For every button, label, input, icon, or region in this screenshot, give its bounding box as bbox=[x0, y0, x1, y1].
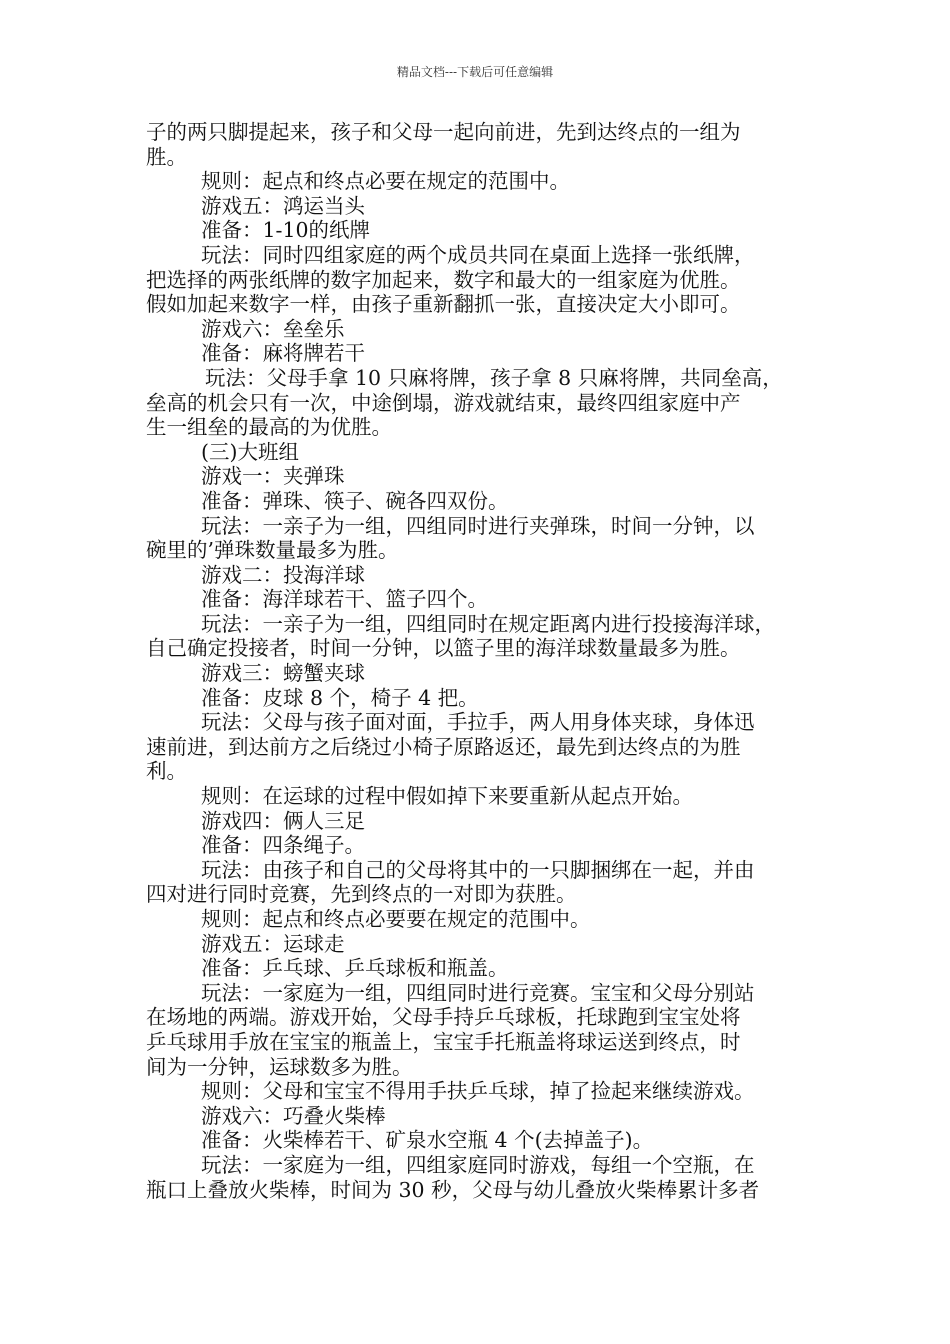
text-line: 游戏五：鸿运当头 bbox=[201, 193, 365, 218]
text-line: 把选择的两张纸牌的数字加起来，数字和最大的一组家庭为优胜。 bbox=[146, 267, 741, 292]
text-line: 规则：父母和宝宝不得用手扶乒乓球，掉了捡起来继续游戏。 bbox=[201, 1079, 755, 1104]
text-line: 游戏三：螃蟹夹球 bbox=[201, 661, 365, 686]
text-line: 游戏四：俩人三足 bbox=[201, 808, 365, 833]
page-header: 精品文档---下载后可任意编辑 bbox=[396, 65, 554, 79]
text-line: 玩法：一家庭为一组，四组同时进行竞赛。宝宝和父母分别站 bbox=[201, 980, 755, 1005]
text-line: 准备：弹珠、筷子、碗各四双份。 bbox=[201, 488, 509, 513]
text-line: 胜。 bbox=[146, 144, 187, 169]
text-line: 准备：火柴棒若干、矿泉水空瓶 4 个(去掉盖子)。 bbox=[201, 1128, 654, 1153]
text-line: 玩法：父母手拿 10 只麻将牌，孩子拿 8 只麻将牌，共同垒高， bbox=[205, 365, 783, 390]
text-line: 利。 bbox=[146, 759, 187, 784]
text-line: 在场地的两端。游戏开始，父母手持乒乓球板，托球跑到宝宝处将 bbox=[146, 1005, 741, 1030]
text-line: 间为一分钟，运球数多为胜。 bbox=[146, 1054, 413, 1079]
text-line: 游戏六：巧叠火柴棒 bbox=[201, 1103, 386, 1128]
text-line: 假如加起来数字一样，由孩子重新翻抓一张，直接决定大小即可。 bbox=[146, 292, 741, 317]
text-line: 规则：在运球的过程中假如掉下来要重新从起点开始。 bbox=[201, 784, 693, 809]
text-line: 准备：四条绳子。 bbox=[201, 833, 365, 858]
text-line: 玩法：同时四组家庭的两个成员共同在桌面上选择一张纸牌， bbox=[201, 242, 755, 267]
text-line: 游戏五：运球走 bbox=[201, 931, 345, 956]
text-line: 垒高的机会只有一次，中途倒塌，游戏就结束，最终四组家庭中产 bbox=[146, 390, 741, 415]
text-line: 玩法：由孩子和自己的父母将其中的一只脚捆绑在一起，并由 bbox=[201, 857, 755, 882]
text-line: 准备：乒乓球、乒乓球板和瓶盖。 bbox=[201, 956, 509, 981]
text-line: 规则：起点和终点必要在规定的范围中。 bbox=[201, 169, 570, 194]
document-body bbox=[146, 120, 826, 1202]
text-line: 碗里的’弹珠数量最多为胜。 bbox=[146, 538, 399, 563]
text-line: 准备：海洋球若干、篮子四个。 bbox=[201, 587, 488, 612]
text-line: 准备：皮球 8 个，椅子 4 把。 bbox=[201, 685, 479, 710]
text-line: 游戏一：夹弹珠 bbox=[201, 464, 345, 489]
text-line: 玩法：一亲子为一组，四组同时在规定距离内进行投接海洋球， bbox=[201, 611, 775, 636]
text-line: 玩法：父母与孩子面对面，手拉手，两人用身体夹球，身体迅 bbox=[201, 710, 755, 735]
text-line: 速前进，到达前方之后绕过小椅子原路返还，最先到达终点的为胜 bbox=[146, 734, 741, 759]
text-line: 子的两只脚提起来，孩子和父母一起向前进，先到达终点的一组为 bbox=[146, 120, 741, 144]
text-line: 乒乓球用手放在宝宝的瓶盖上，宝宝手托瓶盖将球运送到终点，时 bbox=[146, 1029, 741, 1054]
text-line: 游戏六：垒垒乐 bbox=[201, 316, 345, 341]
text-line: 规则：起点和终点必要要在规定的范围中。 bbox=[201, 907, 591, 931]
text-line: (三)大班组 bbox=[201, 439, 299, 464]
text-line: 自己确定投接者，时间一分钟，以篮子里的海洋球数量最多为胜。 bbox=[146, 636, 741, 661]
text-line: 准备：麻将牌若干 bbox=[201, 341, 365, 366]
text-line: 玩法：一亲子为一组，四组同时进行夹弹珠，时间一分钟，以 bbox=[201, 513, 755, 538]
text-line: 四对进行同时竞赛，先到终点的一对即为获胜。 bbox=[146, 882, 577, 907]
text-line: 游戏二：投海洋球 bbox=[201, 562, 365, 587]
text-line: 准备：1-10的纸牌 bbox=[201, 218, 371, 243]
text-line: 生一组垒的最高的为优胜。 bbox=[146, 415, 392, 440]
text-line: 瓶口上叠放火柴棒，时间为 30 秒，父母与幼儿叠放火柴棒累计多者 bbox=[146, 1177, 760, 1202]
text-line: 玩法：一家庭为一组，四组家庭同时游戏，每组一个空瓶，在 bbox=[201, 1152, 755, 1177]
